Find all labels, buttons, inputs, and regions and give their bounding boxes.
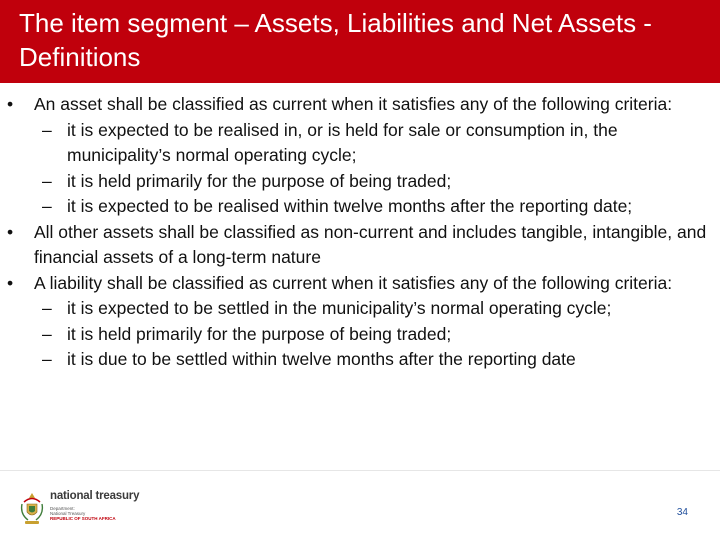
sub-bullet-marker: – (42, 170, 52, 191)
brand-department: Department: (50, 506, 75, 511)
title-bar (0, 0, 720, 83)
sub-bullet-text: it is due to be settled within twelve months after the reporting date (67, 349, 576, 369)
south-africa-coat-of-arms-icon (19, 490, 45, 528)
bullet-text: A liability shall be classified as current when it satisfies any of the following criteria: (34, 272, 673, 293)
sub-bullet-item (0, 194, 720, 220)
brand-country: REPUBLIC OF SOUTH AFRICA (50, 516, 116, 521)
sub-bullet-item (0, 322, 720, 348)
brand-name: national treasury (50, 490, 140, 502)
bullet-item (0, 271, 720, 297)
national-treasury-logo (19, 490, 159, 528)
sub-bullet-marker: – (42, 298, 52, 318)
sub-bullet-item (0, 169, 720, 195)
sub-bullet-text: it is held primarily for the purpose of being traded; (67, 323, 452, 344)
brand-department-name: National Treasury (50, 511, 86, 516)
bullet-item (0, 92, 720, 118)
sub-bullet-marker: – (42, 119, 52, 140)
slide-content (0, 92, 720, 373)
sub-bullet-item (0, 118, 720, 169)
sub-bullet-text: it is expected to be realised in, or is held for sale or consumption in, the municipality’s normal operating cycle; (67, 119, 618, 165)
slide-title: The item segment – Assets, Liabilities and Net Assets - Definitions (19, 8, 652, 72)
sub-bullet-item (0, 347, 720, 373)
bullet-marker: • (7, 221, 14, 242)
sub-bullet-marker: – (42, 349, 52, 369)
bullet-marker: • (7, 94, 14, 114)
sub-bullet-marker: – (42, 323, 52, 344)
footer-divider (0, 470, 720, 471)
bullet-marker: • (7, 272, 14, 293)
bullet-text: An asset shall be classified as current when it satisfies any of the following criteria: (34, 94, 673, 114)
page-number: 34 (676, 507, 688, 518)
sub-bullet-item (0, 296, 720, 322)
sub-bullet-marker: – (42, 196, 52, 216)
sub-bullet-text: it is held primarily for the purpose of being traded; (67, 170, 452, 191)
sub-bullet-text: it is expected to be realised within twelve months after the reporting date; (67, 196, 633, 216)
sub-bullet-text: it is expected to be settled in the municipality’s normal operating cycle; (67, 298, 612, 318)
bullet-text: All other assets shall be classified as non-current and includes tangible, intangible, and financial assets of a long-term nature (34, 221, 707, 267)
bullet-item (0, 220, 720, 271)
